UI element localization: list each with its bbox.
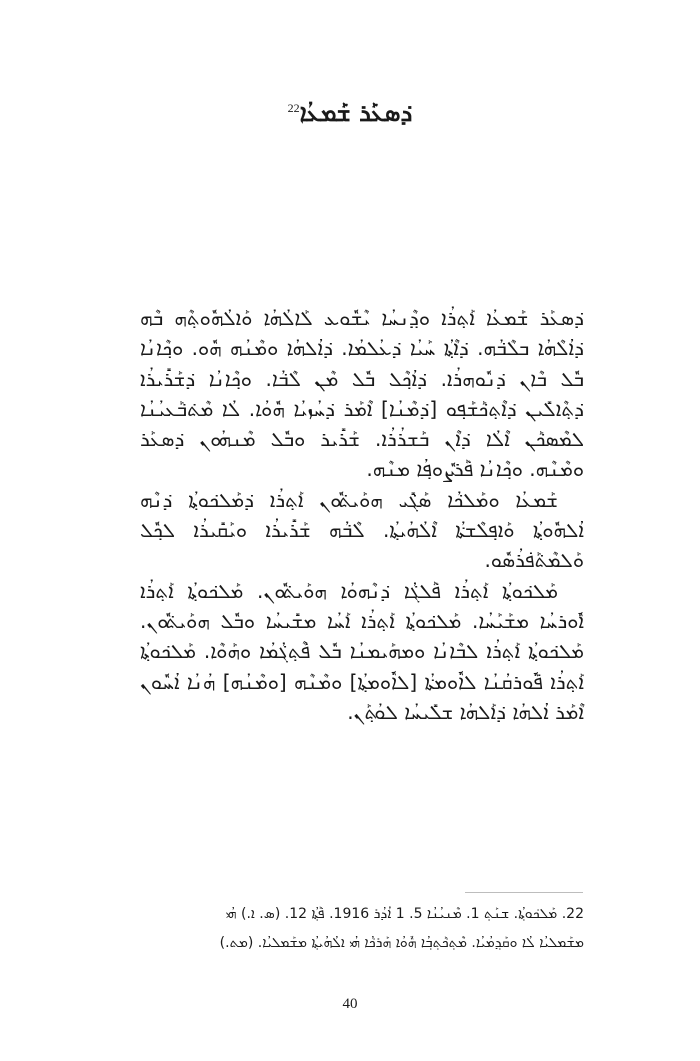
body-text bbox=[140, 303, 584, 727]
paragraph: ܫܰܡܥܳܐ ܘܡܰܠܟ݁ܳܐ ܣܰܓ݁ܺܝ ܗܘܰܝܬ݁ܽܘܢ ܐܰܬ݂ܪܳܐ ܕ݁ܡܰܠܟ݁ܘܬ݂ܳܐ ܕ݁ܢܶܗ ܐܳܠܗܽܘܬ݂ܳܐ ܘܰܐܦ݂ܠܶܫܬ݁ܳܐ ܐܶܠܳܗܳܝܬ݂ܳܐ. ܠܶܒ݁ܳܗ ܫܰܪܺܝܪܳܐ ܘܝܰܩܺܝܪܳܐ ܠܟ݂ܽܠ ܘܰܠܡܶܬ݁ܰܦ݁ܪܳܣܽܘ. bbox=[140, 487, 584, 573]
footnote-line: 22. ܡܰܠܟ݁ܘܬ݂ܳܐ. ܫܢܰܬ݂ 1. ܡܶܢܝܳܢܳܐ 5. 1 ܐܳܕܳܪ 1916. ܦ݁ܰܬ݂ܳܐ 12. (ܣ. ܐ.) ܗܳܝ bbox=[225, 906, 584, 922]
footnote-separator bbox=[465, 892, 583, 893]
footnote-line: ܡܫܰܡܠܝܳܐ ܠܳܐ ܘܩܰܕ݂ܡܳܝܳܐ. ܡܶܬ݂ܟ݁ܰܬ݂ܒ݂ܳܐ ܗܽܘܳܐ ܗܰܪܟ݁ܳܐ ܗܳܝ ܐܠܳܗܳܝܬ݂ܳܐ ܡܫܰܡܠܝܳܐ. (ܡܬ.) bbox=[219, 935, 584, 951]
footnotes bbox=[140, 900, 584, 958]
chapter-title bbox=[140, 92, 560, 129]
paragraph: ܡܰܠܟ݁ܘܬ݂ܳܐ ܐܰܬ݂ܪܳܐ ܦ݁ܰܠܓ݁ܳܐ ܕ݁ܢܶܗܘܳܐ ܗܘܰܝܬ݁ܽܘܢ. ܡܰܠܟ݁ܘܬ݂ܳܐ ܐܰܬ݂ܪܳܐ ܐܽܘܪܚܳܐ ܡܫܰܝܰܚܳܐ. ܡܰܠܟ݁ܘܬ݂ܳܐ ܐܰܬ݂ܪܳܐ ܐܰܚܳܐ ܡܫܺܝܚܳܐ ܘܒܽܠ ܗܘܰܝܬ݁ܽܘܢ. ܡܰܠܟ݁ܘܬ݂ܳܐ ܐܰܬ݂ܪܳܐ ܠܒܶܐܢܳܐ ܘܡܗܰܝܡܢܳܐ ܒܽܠ ܦ݁ܶܬ݂ܓ݁ܳܡܳܐ ܘܗܰܘܶܐ. ܡܰܠܟ݁ܘܬ݂ܳܐ ܐܰܬ݂ܪܳܐ ܦ݁ܽܘܪܩܳܢܳܐ ܠܐܽܘܡܬ݁ܳܐ [ܠܐܽܘܡܬ݂ܳܐ] ܘܡܶܢܶܗ [ܘܡܶܢܳܗ] ܗܳܢܳܐ ܐܳܚܽܘܢ ܐܶܡܰܪ ܐܳܠܗܳܐ ܕ݁ܐܰܠܗܳܐ ܫܠܺܝܚܳܐ ܠܘܳܬ݂ܰܢ. bbox=[140, 578, 584, 724]
footnote-reference: 22 bbox=[287, 101, 300, 115]
page-number: 40 bbox=[342, 996, 358, 1012]
chapter-title-text: ܕ݁ܣܥܰܪ ܫܰܡܥܳܐ bbox=[299, 99, 413, 127]
paragraph: ܕ݁ܣܥܰܪ ܫܰܡܥܳܐ ܐܰܬ݂ܪܳܐ ܘܕ݂ܶܢܚܳܐ ܝܶܫܽܘܥ ܠܰܐܠܳܗܳܐ ܘܰܐܠܳܗܽܘܬ݂ܶܗ ܒܶܗ ܕ݁ܐܳܠܶܗܳܐ ܒܠܶܒ݁ܳܗ. ܕ݁ܐܶܬ݂ܳܐ ܚܰܝܳܐ ܕ݁ܥܳܠܡܳܐ. ܕ݁ܐܳܠܗܳܐ ܘܡܶܢܳܗ ܗܽܘ. ܘܟ݂ܶܐܢܳܐ ܒܽܠ ܒܶܐܢ ܕ݁ܢܽܘܗܪܳܐ. ܕ݁ܐܳܟ݂ܶܠ ܒܽܠ ܡܶܢ ܠܶܒ݁ܳܐ. ܘܟ݂ܶܐܢܳܐ ܕ݁ܫܰܪܺܝܪܳܐ ܕ݁ܬ݂ܶܐܠܺܝܢ ܕ݁ܐܶܬ݂ܟ݁ܰܫܰܦ݂ܘ [ܕ݁ܡܶܢܳܐ] ܐܶܡܰܪ ܕ݁ܚܳܙܝܳܐ ܗܽܘܳܐ. ܠܳܐ ܡܶܬ݁ܒ݁ܰܥܝܳܢܳܐ ܠܡܶܣܟ݁ܰܢ ܐܶܠܳܐ ܕ݁ܐܶܢ ܒܰܫܪܳܪܳܐ. ܫܰܪܺܝܪ ܘܒܽܠ ܡܶܢܗܳܘܢ ܕ݁ܣܥܰܪ ܘܡܶܢܶܗ. ܘܟ݂ܶܐܢܳܐ ܦ݁ܰܪܨܽܘܦ݂ܳܐ ܡܢܶܗ. bbox=[140, 306, 584, 482]
